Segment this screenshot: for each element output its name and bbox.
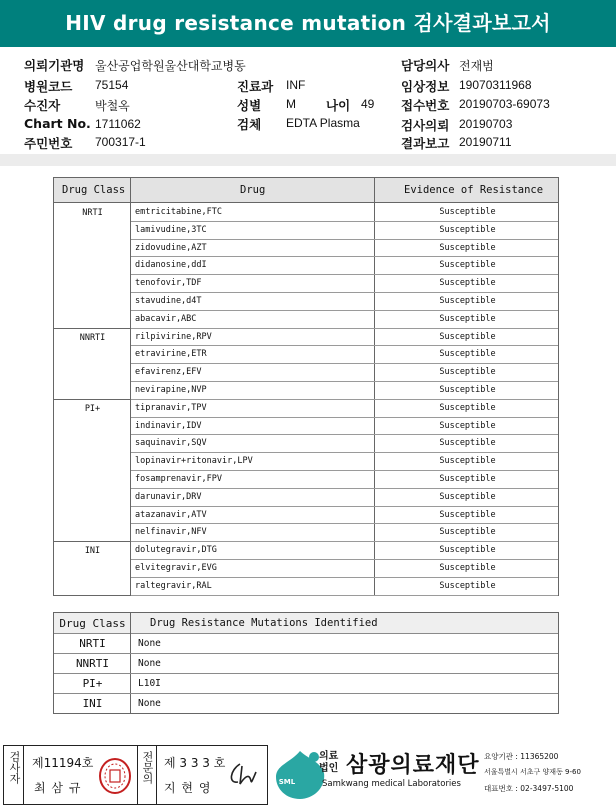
resistance-result: Susceptible (439, 260, 496, 271)
institution-value: 울산공업학원울산대학교병동 (95, 59, 246, 73)
dept-label: 진료과 (237, 79, 274, 94)
drug-name: emtricitabine,FTC (135, 207, 222, 217)
drug-name: etravirine,ETR (135, 349, 207, 360)
drug-name: elvitegravir,EVG (135, 563, 217, 573)
clinical-label: 임상정보 (401, 79, 450, 94)
id-value: 700317-1 (95, 135, 146, 149)
table-row (54, 654, 558, 674)
table-row (131, 275, 558, 293)
drug-class-cell: PI+ (84, 403, 101, 414)
doctor-label: 담당의사 (401, 58, 450, 73)
table-row (131, 435, 558, 453)
resistance-result: Susceptible (439, 527, 496, 538)
resistance-result: Susceptible (439, 456, 496, 467)
drug-name: saquinavir,SQV (135, 438, 207, 449)
table-row (131, 578, 558, 596)
specialist-license: 제 3 3 3 호 (164, 756, 226, 770)
sml-logo-text: SML (278, 778, 296, 786)
drug-name: abacavir,ABC (135, 313, 197, 324)
group-divider (54, 328, 131, 329)
drug-name: nelfinavir,NFV (135, 527, 207, 538)
table-row (131, 222, 558, 240)
resistance-result: Susceptible (439, 207, 496, 217)
inspector-label-cell (4, 746, 24, 804)
header-drug-class: Drug Class (62, 184, 126, 196)
chart-label: Chart No. (24, 116, 91, 131)
drug-name: tipranavir,TPV (135, 402, 207, 413)
table-row (131, 204, 558, 222)
mutation-value: None (138, 658, 161, 669)
resistance-result: Susceptible (439, 491, 496, 502)
table-row (131, 364, 558, 382)
request-value: 20190703 (459, 117, 513, 131)
institution-label: 의뢰기관명 (24, 58, 85, 73)
resistance-result: Susceptible (439, 420, 496, 431)
hospital-code-value: 75154 (95, 78, 129, 92)
header-drug: Drug (240, 184, 266, 196)
table-row (54, 634, 558, 654)
drug-name: efavirenz,EFV (135, 367, 202, 378)
drug-name: didanosine,ddI (135, 260, 207, 271)
drug-name: indinavir,IDV (135, 420, 202, 431)
specimen-value: EDTA Plasma (286, 116, 360, 130)
org-phone: 대표번호 : 02-3497-5100 (484, 784, 574, 793)
table-row (131, 489, 558, 507)
drug-name: tenofovir,TDF (135, 278, 202, 289)
seal-stamp (97, 756, 133, 796)
signature (226, 760, 260, 790)
sex-label: 성별 (237, 98, 262, 113)
resistance-result: Susceptible (439, 367, 496, 378)
group-divider (54, 399, 131, 400)
table-row (131, 453, 558, 471)
drug-name: lopinavir+ritonavir,LPV (135, 456, 253, 467)
clinical-value: 19070311968 (459, 78, 532, 92)
report-label: 결과보고 (401, 136, 450, 151)
resistance-result: Susceptible (439, 296, 496, 306)
org-code: 요양기관 : 11365200 (484, 752, 559, 761)
lab-branding (272, 745, 612, 805)
resistance-result: Susceptible (439, 438, 496, 449)
org-name-en: Samkwang medical Laboratories (322, 779, 461, 789)
resistance-result: Susceptible (439, 402, 496, 413)
drug-class-cell: NRTI (79, 637, 106, 650)
hospital-code-label: 병원코드 (24, 79, 73, 94)
table-row (131, 346, 558, 364)
inspector-label: 검사자 (8, 751, 21, 784)
report-title: HIV drug resistance mutation 검사결과보고서 (0, 0, 616, 47)
org-address: 서울특별시 서초구 양재동 9-60 (484, 768, 581, 776)
age-label: 나이 (326, 98, 351, 113)
age-value: 49 (361, 97, 375, 111)
table-row (131, 524, 558, 542)
resistance-result: Susceptible (439, 224, 496, 235)
table-row (131, 471, 558, 489)
header-evidence: Evidence of Resistance (404, 184, 544, 196)
patient-value: 박철옥 (95, 99, 130, 113)
drug-name: stavudine,d4T (135, 296, 202, 306)
table-row (131, 382, 558, 400)
drug-class-cell: NNRTI (75, 657, 110, 670)
dept-value: INF (286, 78, 306, 92)
resistance-result: Susceptible (439, 313, 496, 324)
signature-box (3, 745, 268, 805)
corp-label: 의료법인 (319, 751, 339, 774)
resistance-result: Susceptible (439, 349, 496, 360)
resistance-result: Susceptible (439, 474, 496, 484)
drug-name: atazanavir,ATV (135, 509, 207, 520)
resistance-result: Susceptible (439, 331, 496, 342)
drug-name: dolutegravir,DTG (135, 545, 217, 556)
specimen-label: 검체 (237, 117, 262, 132)
specialist-label: 전문의 (141, 751, 154, 784)
header-drug-class: Drug Class (59, 617, 126, 630)
sex-value: M (286, 97, 296, 111)
table-row (131, 240, 558, 258)
table-row (54, 674, 558, 694)
table-row (131, 311, 558, 329)
mutation-value: None (138, 638, 161, 649)
table-row (131, 560, 558, 578)
drug-class-cell: INI (82, 697, 103, 710)
drug-class-cell: NRTI (82, 208, 103, 218)
patient-label: 수진자 (24, 98, 61, 113)
receipt-value: 20190703-69073 (459, 97, 550, 111)
drug-name: nevirapine,NVP (135, 385, 207, 395)
drug-name: raltegravir,RAL (135, 580, 212, 591)
table-row (131, 329, 558, 347)
table-row (131, 293, 558, 311)
org-name: 삼광의료재단 (346, 753, 480, 778)
request-label: 검사의뢰 (401, 118, 450, 133)
table-row (131, 542, 558, 560)
mutation-value: L10I (138, 678, 161, 689)
inspector-license: 제11194호 (32, 756, 94, 770)
inspector-name: 최 삼 규 (34, 781, 82, 795)
specialist-label-cell (137, 746, 157, 804)
specialist-name: 지 현 영 (164, 781, 212, 795)
table-row (131, 400, 558, 418)
drug-class-cell: PI+ (82, 677, 103, 690)
resistance-result: Susceptible (439, 545, 496, 556)
resistance-result: Susceptible (439, 509, 496, 520)
chart-value: 1711062 (95, 117, 141, 131)
resistance-result: Susceptible (439, 242, 496, 253)
resistance-result: Susceptible (439, 580, 496, 591)
group-divider (54, 541, 131, 542)
resistance-result: Susceptible (439, 563, 496, 573)
table-row (131, 257, 558, 275)
table-row (131, 507, 558, 525)
mutation-value: None (138, 698, 161, 709)
doctor-value: 전재범 (459, 59, 494, 73)
receipt-label: 접수번호 (401, 98, 450, 113)
drug-name: zidovudine,AZT (135, 242, 207, 253)
table-row (54, 694, 558, 714)
resistance-result: Susceptible (439, 385, 496, 395)
resistance-table (53, 177, 559, 596)
drug-name: lamivudine,3TC (135, 224, 207, 235)
report-value: 20190711 (459, 135, 512, 149)
table-row (131, 418, 558, 436)
drug-class-cell: NNRTI (79, 332, 106, 343)
drug-class-cell: INI (84, 546, 101, 557)
divider-band (0, 154, 616, 166)
drug-name: darunavir,DRV (135, 491, 202, 502)
drug-name: rilpivirine,RPV (135, 331, 212, 342)
id-label: 주민번호 (24, 136, 73, 151)
header-mutations: Drug Resistance Mutations Identified (150, 617, 378, 629)
mutations-table (53, 612, 559, 714)
resistance-result: Susceptible (439, 278, 496, 289)
drug-name: fosamprenavir,FPV (135, 474, 222, 484)
